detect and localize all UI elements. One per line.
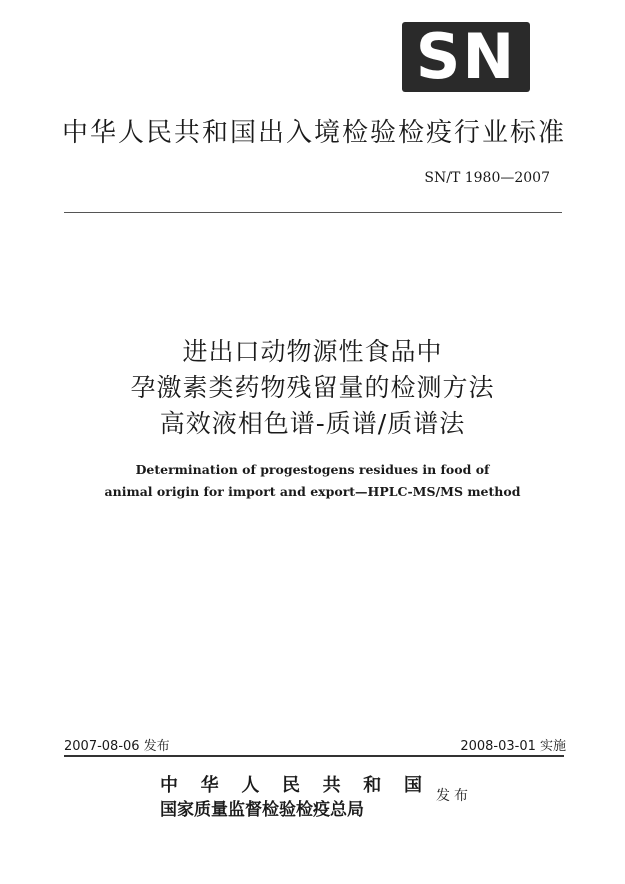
issuer-char: 和 xyxy=(363,775,382,796)
issuer-char: 华 xyxy=(200,775,219,796)
issuer-country xyxy=(160,771,422,797)
issuer-char: 人 xyxy=(241,775,260,796)
standard-code: SN/T 1980—2007 xyxy=(424,170,550,186)
issuer-char: 中 xyxy=(160,775,178,796)
issuer-char: 国 xyxy=(403,775,422,796)
header-divider xyxy=(64,212,562,213)
publish-date: 2007-08-06 发布 xyxy=(64,739,170,754)
issuer-agency: 国家质量监督检验检疫总局 xyxy=(160,800,364,820)
implement-date: 2008-03-01 实施 xyxy=(460,739,566,754)
title-cn-line-3: 高效液相色谱-质谱/质谱法 xyxy=(159,409,466,438)
footer-divider xyxy=(64,755,564,757)
issuer-char: 民 xyxy=(281,775,300,796)
title-cn-line-1: 进出口动物源性食品中 xyxy=(182,337,443,366)
issuer-char: 共 xyxy=(322,775,341,796)
issue-label: 发布 xyxy=(436,788,472,804)
title-cn-line-2: 孕激素类药物残留量的检测方法 xyxy=(130,373,495,402)
title-en-line-2: animal origin for import and export—HPLC-MS/MS method xyxy=(104,484,521,499)
title-en-line-1: Determination of progestogens residues in food of xyxy=(135,462,490,477)
standard-category-title: 中华人民共和国出入境检验检疫行业标准 xyxy=(62,118,567,148)
sn-logo: SN xyxy=(402,22,530,92)
